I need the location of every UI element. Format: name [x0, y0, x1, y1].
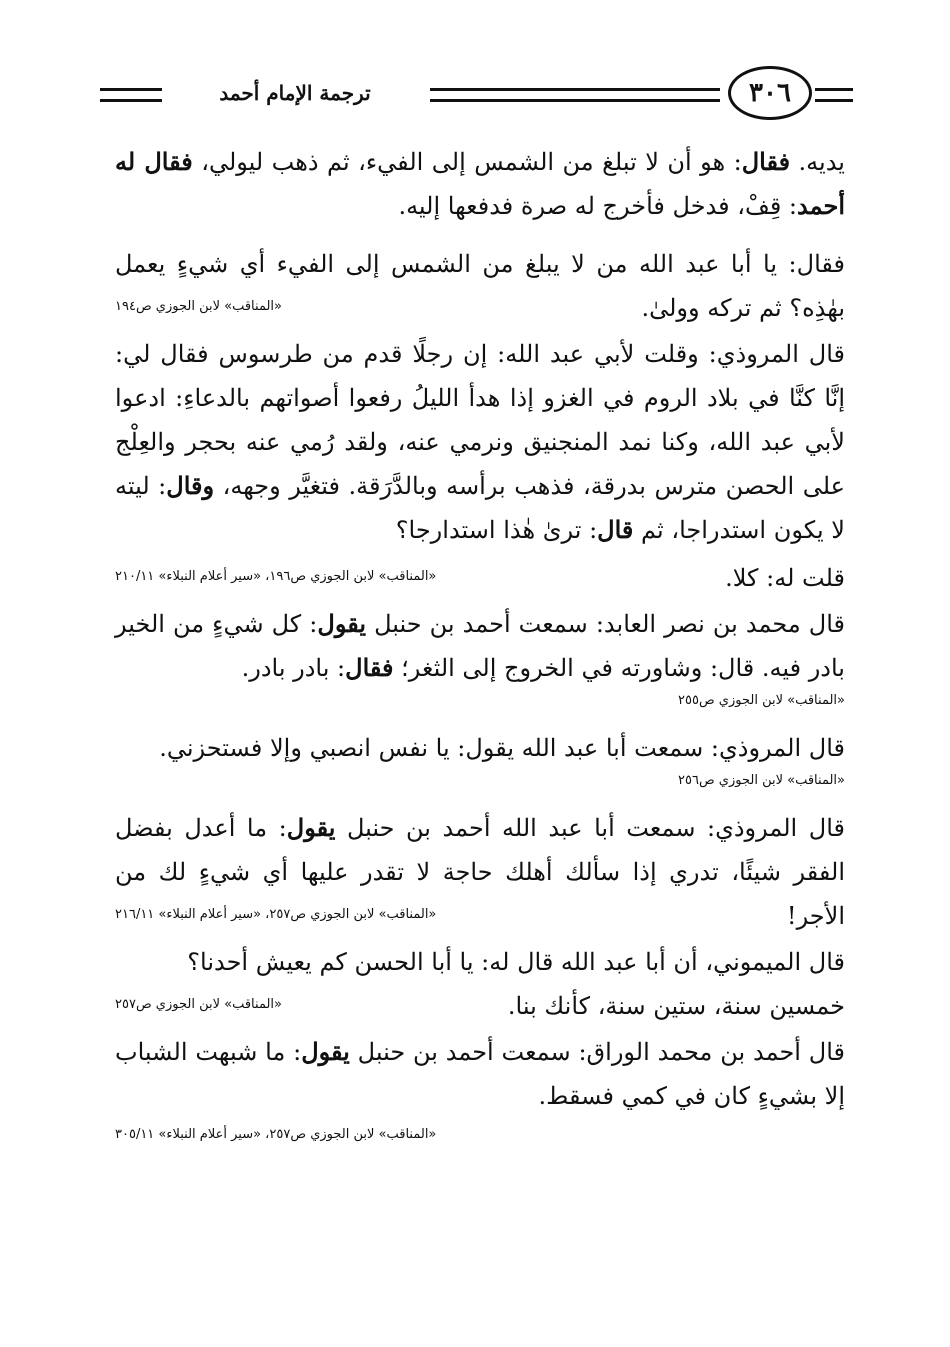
header-rule-left [100, 88, 162, 102]
keyword: يقول [286, 813, 336, 842]
source-citation: «المناقب» لابن الجوزي ص٢٥٧ [115, 997, 282, 1012]
text-run: قال محمد بن نصر العابد: سمعت أحمد بن حنبل [366, 610, 845, 638]
text-run: قال المروذي: سمعت أبا عبد الله أحمد بن حنبل [335, 814, 845, 842]
text-run: : ترىٰ هٰذا استدارجا؟ [395, 516, 598, 544]
text-run: قال المروذي: وقلت لأبي عبد الله: إن رجلًا قدم من طرسوس فقال لي: إنَّا كنَّا في بلاد الروم في الغزو إذا هدأ الليلُ رفعوا أصواتهم بالدعاءِ: ادعوا لأبي عبد الله، وكنا نمد المنجنيق ونرمي عنه، ولقد رُمي عنه بحجر والعِلْج على الحصن مترس بدرقة، فذهب برأسه وبالدَّرَقة. فتغيَّر وجهه، [115, 340, 845, 500]
keyword: فقال [345, 653, 394, 682]
paragraph-5: قال المروذي: سمعت أبا عبد الله يقول: يا نفس انصبي وإلا فستحزني. [159, 734, 845, 762]
text-run: يديه. [790, 148, 845, 176]
source-citation: «المناقب» لابن الجوزي ص٢٥٧، «سير أعلام النبلاء» ٣٠٥/١١ [115, 1127, 437, 1142]
paragraph-3-reply: قلت له: كلا. [725, 564, 845, 592]
page-body [115, 140, 845, 1146]
paragraph-8 [115, 1030, 845, 1118]
source-citation: «المناقب» لابن الجوزي ص٢٥٥ [678, 693, 845, 708]
text-run: : ما أعدل بفضل الفقر شيئًا، تدري إذا سألك أهلك حاجة لا تقدر عليها أي شيءٍ لك من الأجر! [115, 814, 845, 930]
keyword: يقول [301, 1037, 350, 1066]
paragraph-4 [115, 602, 845, 690]
text-run: : بادر بادر. [241, 654, 346, 682]
source-citation: «المناقب» لابن الجوزي ص١٩٦، «سير أعلام النبلاء» ٢١٠/١١ [115, 569, 437, 584]
text-run: قال أحمد بن محمد الوراق: سمعت أحمد بن حنبل [349, 1038, 845, 1066]
paragraph-2: فقال: يا أبا عبد الله من لا يبلغ من الشمس إلى الفيء أي شيءٍ يعمل بهٰذِه؟ ثم تركه وولىٰ. [115, 250, 845, 322]
source-citation: «المناقب» لابن الجوزي ص٢٥٧، «سير أعلام النبلاء» ٢١٦/١١ [115, 907, 437, 922]
paragraph-7-line-2: خمسين سنة، ستين سنة، كأنك بنا. [507, 992, 845, 1020]
keyword: فقال [741, 147, 791, 176]
text-run: : كل شيءٍ من الخير بادر فيه. قال: وشاورته في الخروج إلى الثغر؛ [115, 610, 845, 682]
keyword: قال [597, 515, 634, 544]
header-rule-right [815, 88, 853, 102]
paragraph-7: قال الميموني، أن أبا عبد الله قال له: يا أبا الحسن كم يعيش أحدنا؟ [187, 948, 845, 976]
keyword: يقول [317, 609, 367, 638]
source-citation: «المناقب» لابن الجوزي ص١٩٤ [115, 299, 282, 314]
text-run: : قِفْ، فدخل فأخرج له صرة فدفعها إليه. [398, 192, 798, 220]
source-citation: «المناقب» لابن الجوزي ص٢٥٦ [678, 773, 845, 788]
keyword: فقال له أحمد [115, 147, 845, 220]
paragraph-1 [115, 140, 845, 228]
text-run: : هو أن لا تبلغ من الشمس إلى الفيء، ثم ذهب ليولي، [192, 148, 742, 176]
page-number: ٣٠٦ [728, 66, 812, 120]
running-title: ترجمة الإمام أحمد [170, 76, 420, 110]
header-rule-middle [430, 88, 720, 102]
text-run: : ما شبهت الشباب إلا بشيءٍ كان في كمي فسقط. [115, 1038, 845, 1110]
keyword: وقال [166, 471, 215, 500]
paragraph-3 [115, 332, 845, 552]
page-header [100, 58, 845, 128]
text-run: : ليته لا يكون استدراجا، ثم [115, 472, 845, 544]
